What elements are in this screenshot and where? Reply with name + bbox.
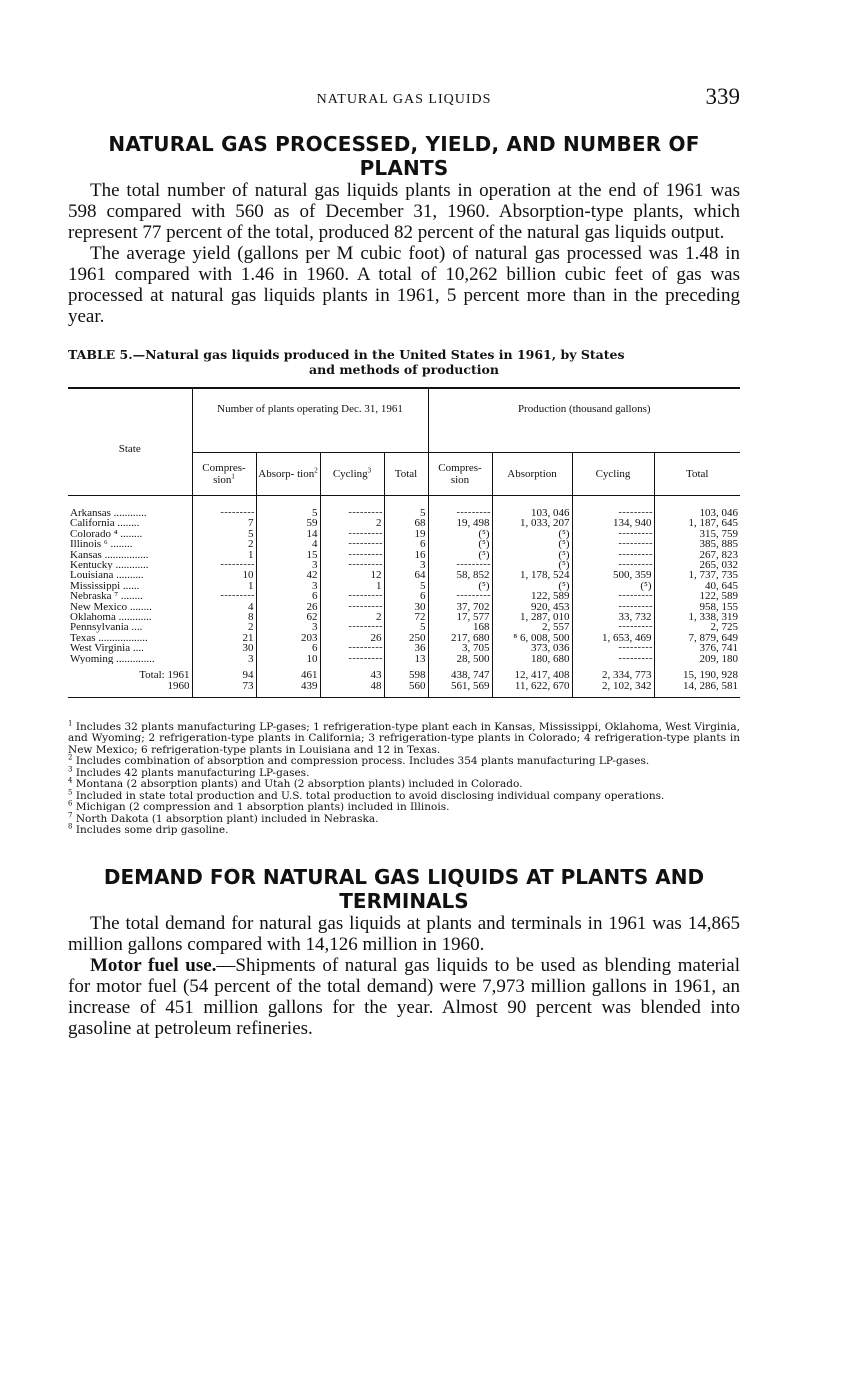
cell-state: Arkansas ............	[70, 508, 147, 519]
cell-state: New Mexico ........	[70, 601, 152, 613]
cell-prod-absorption: ⁸ 6, 008, 500	[492, 633, 572, 643]
cell-prod-absorption: 180, 680	[492, 654, 572, 664]
section-heading-demand	[68, 865, 740, 913]
total-compression: 73	[192, 681, 256, 698]
cell-total: 16	[384, 550, 428, 560]
cell-prod-total: 376, 741	[654, 643, 740, 653]
cell-cycling: - - - - - - - - -	[320, 643, 384, 653]
table-row	[68, 550, 740, 560]
cell-state: Colorado ⁴ ........	[70, 528, 143, 540]
cell-state: Nebraska ⁷ ........	[70, 591, 143, 602]
header-prod-absorption: Absorption	[492, 453, 572, 496]
cell-absorption: 203	[256, 633, 320, 643]
paragraph-motor-fuel	[68, 955, 740, 1039]
cell-cycling: 2	[320, 518, 384, 528]
cell-compression: 1	[192, 550, 256, 560]
cell-prod-total: 122, 589	[654, 591, 740, 601]
motor-fuel-text: —Shipments of natural gas liquids to be used as blending material for motor fuel (54 percent of the total demand) were 7,973 million gallons in 1961, an increase of 451 million gallons for the year. Almost 90 percent was blended into gasoline at petroleum refineries.	[68, 954, 740, 1039]
cell-prod-cycling: (⁵)	[572, 581, 654, 591]
footnote-mark: 3	[68, 765, 73, 774]
table-row	[68, 633, 740, 643]
cell-total: 68	[384, 518, 428, 528]
footnote-mark: 2	[68, 753, 73, 762]
cell-prod-total: 1, 737, 735	[654, 570, 740, 580]
cell-cycling: - - - - - - - - -	[320, 539, 384, 549]
cell-state: Oklahoma ............	[70, 612, 152, 623]
cell-compression: 21	[192, 633, 256, 643]
cell-compression: 4	[192, 602, 256, 612]
total-prod-cycling: 2, 102, 342	[572, 681, 654, 698]
table-spacer	[68, 496, 740, 509]
cell-prod-compression: 3, 705	[428, 643, 492, 653]
footnote-text: North Dakota (1 absorption plant) included in Nebraska.	[75, 812, 379, 825]
cell-state: Illinois ⁶ ........	[70, 539, 133, 550]
cell-absorption: 3	[256, 560, 320, 570]
header-prod-cycling: Cycling	[572, 453, 654, 496]
cell-cycling: - - - - - - - - -	[320, 622, 384, 632]
cell-prod-compression: (⁵)	[428, 550, 492, 560]
table-row	[68, 539, 740, 549]
cell-total-label: Total: 1961	[139, 669, 190, 682]
footnote-text: Montana (2 absorption plants) and Utah (2 absorption plants) included in Colorado.	[75, 778, 523, 791]
running-head	[68, 84, 740, 118]
demand-heading-line-1: DEMAND FOR NATURAL GAS LIQUIDS AT PLANTS AND	[103, 864, 705, 889]
cell-prod-compression: - - - - - - - - -	[428, 508, 492, 518]
footnote-text: Included in state total production and U.S. total production to avoid disclosing individual company operations.	[75, 789, 665, 802]
cell-prod-total: 265, 032	[654, 560, 740, 570]
cell-total: 19	[384, 529, 428, 539]
cell-prod-total: 2, 725	[654, 622, 740, 632]
cell-prod-absorption: 920, 453	[492, 602, 572, 612]
cell-cycling: - - - - - - - - -	[320, 529, 384, 539]
cell-total: 13	[384, 654, 428, 664]
footnotes	[68, 719, 740, 837]
cell-state: Mississippi ......	[70, 580, 140, 592]
paragraph-average-yield: The average yield (gallons per M cubic foot) of natural gas processed was 1.48 in 1961 compared with 1.46 in 1960. A total of 10,262 billion cubic feet of gas was processed at natural gas liquids plants in 1961, 5 percent more than in the preceding year.	[68, 243, 740, 327]
table-row	[68, 529, 740, 539]
cell-compression: 2	[192, 539, 256, 549]
cell-prod-cycling: - - - - - - - - -	[572, 539, 654, 549]
cell-state: Wyoming ..............	[70, 653, 155, 665]
header-total: Total	[384, 453, 428, 496]
running-title: NATURAL GAS LIQUIDS	[316, 92, 492, 107]
footnote-mark: 6	[68, 799, 73, 808]
cell-cycling: - - - - - - - - -	[320, 560, 384, 570]
cell-prod-compression: (⁵)	[428, 539, 492, 549]
table-row	[68, 591, 740, 601]
cell-prod-compression: (⁵)	[428, 581, 492, 591]
cell-prod-absorption: (⁵)	[492, 581, 572, 591]
footnote-mark: 4	[68, 776, 73, 785]
cell-compression: 5	[192, 529, 256, 539]
table-body	[68, 496, 740, 698]
cell-prod-cycling: - - - - - - - - -	[572, 602, 654, 612]
total-absorption: 439	[256, 681, 320, 698]
total-cycling: 43	[320, 664, 384, 680]
cell-prod-absorption: 373, 036	[492, 643, 572, 653]
total-cycling: 48	[320, 681, 384, 698]
page	[68, 84, 740, 1039]
total-prod-absorption: 12, 417, 408	[492, 664, 572, 680]
footnote-text: Includes combination of absorption and compression process. Includes 354 plants manufacturing LP-gases.	[75, 755, 650, 768]
cell-prod-compression: 168	[428, 622, 492, 632]
cell-total: 5	[384, 622, 428, 632]
cell-prod-cycling: 134, 940	[572, 518, 654, 528]
table-row	[68, 643, 740, 653]
footnote-mark: 5	[68, 788, 73, 797]
header-prod-total: Total	[654, 453, 740, 496]
footnote-mark: 7	[68, 811, 73, 820]
header-state: State	[68, 388, 192, 496]
cell-prod-cycling: 33, 732	[572, 612, 654, 622]
cell-prod-cycling: - - - - - - - - -	[572, 643, 654, 653]
cell-cycling: - - - - - - - - -	[320, 550, 384, 560]
cell-state: West Virginia ....	[70, 643, 144, 654]
cell-total: 5	[384, 581, 428, 591]
footnote-mark: 8	[68, 822, 73, 831]
cell-prod-total: 7, 879, 649	[654, 633, 740, 643]
cell-prod-cycling: - - - - - - - - -	[572, 529, 654, 539]
cell-prod-total: 1, 338, 319	[654, 612, 740, 622]
cell-prod-total: 1, 187, 645	[654, 518, 740, 528]
cell-total: 3	[384, 560, 428, 570]
cell-total: 5	[384, 508, 428, 518]
table-row	[68, 654, 740, 664]
cell-absorption: 10	[256, 654, 320, 664]
cell-total: 64	[384, 570, 428, 580]
cell-prod-total: 267, 823	[654, 550, 740, 560]
cell-total: 36	[384, 643, 428, 653]
cell-prod-compression: - - - - - - - - -	[428, 560, 492, 570]
cell-prod-absorption: 1, 178, 524	[492, 570, 572, 580]
cell-cycling: - - - - - - - - -	[320, 654, 384, 664]
cell-total: 72	[384, 612, 428, 622]
cell-cycling: 2	[320, 612, 384, 622]
total-total: 560	[384, 681, 428, 698]
table-row	[68, 581, 740, 591]
header-compression: Compres- sion$^1$	[192, 453, 256, 496]
total-row	[68, 664, 740, 680]
footnote-text: Includes some drip gasoline.	[75, 824, 229, 837]
cell-prod-absorption: 1, 033, 207	[492, 518, 572, 528]
cell-prod-compression: (⁵)	[428, 529, 492, 539]
table-caption	[68, 347, 740, 377]
cell-total: 250	[384, 633, 428, 643]
production-table	[68, 387, 740, 698]
cell-prod-cycling: - - - - - - - - -	[572, 654, 654, 664]
cell-total: 30	[384, 602, 428, 612]
cell-state: Louisiana ..........	[70, 570, 144, 581]
table-caption-line-2: and methods of production	[309, 362, 499, 377]
total-compression: 94	[192, 664, 256, 680]
cell-prod-compression: - - - - - - - - -	[428, 591, 492, 601]
cell-absorption: 4	[256, 539, 320, 549]
cell-prod-total: 209, 180	[654, 654, 740, 664]
total-total: 598	[384, 664, 428, 680]
footnote-mark: 1	[68, 719, 73, 728]
cell-absorption: 3	[256, 622, 320, 632]
footnote-text: Includes 42 plants manufacturing LP-gases.	[75, 766, 310, 779]
cell-compression: 3	[192, 654, 256, 664]
paragraph-total-demand: The total demand for natural gas liquids at plants and terminals in 1961 was 14,865 million gallons compared with 14,126 million in 1960.	[68, 912, 740, 955]
runin-motor-fuel: Motor fuel use.	[90, 954, 217, 976]
cell-cycling: 1	[320, 581, 384, 591]
table-caption-line-1: TABLE 5.—Natural gas liquids produced in the United States in 1961, by States	[68, 347, 625, 362]
cell-prod-cycling: - - - - - - - - -	[572, 508, 654, 518]
cell-prod-absorption: (⁵)	[492, 560, 572, 570]
total-absorption: 461	[256, 664, 320, 680]
cell-absorption: 6	[256, 591, 320, 601]
paragraph-plant-count: The total number of natural gas liquids plants in operation at the end of 1961 was 598 compared with 560 as of December 31, 1960. Absorption-type plants, which represent 77 percent of the total, produced 82 percent of the natural gas liquids output.	[68, 180, 740, 243]
footnote-text: Includes 32 plants manufacturing LP-gases; 1 refrigeration-type plant each in Kansas, Mississippi, Oklahoma, West Virginia, and Wyoming; 2 refrigeration-type plants in California; 3 refrigeration-type plants in Colorado; 4 refrigeration-type plants in New Mexico; 6 refrigeration-type plants in Louisiana and 12 in Texas.	[68, 720, 740, 756]
cell-prod-absorption: 103, 046	[492, 508, 572, 518]
cell-state: California ........	[70, 518, 140, 529]
cell-prod-total: 315, 759	[654, 529, 740, 539]
total-row	[68, 681, 740, 698]
total-prod-compression: 561, 569	[428, 681, 492, 698]
cell-cycling: - - - - - - - - -	[320, 591, 384, 601]
cell-compression: 30	[192, 643, 256, 653]
cell-prod-absorption: 122, 589	[492, 591, 572, 601]
total-prod-cycling: 2, 334, 773	[572, 664, 654, 680]
header-group-plants: Number of plants operating Dec. 31, 1961	[192, 388, 428, 453]
cell-absorption: 26	[256, 602, 320, 612]
section-heading-line-2: PLANTS	[359, 156, 449, 180]
cell-prod-total: 103, 046	[654, 508, 740, 518]
cell-prod-compression: 217, 680	[428, 633, 492, 643]
cell-total-label: 1960	[68, 681, 192, 698]
cell-prod-compression: 17, 577	[428, 612, 492, 622]
cell-compression: 10	[192, 570, 256, 580]
header-absorption: Absorp- tion$^2$	[256, 453, 320, 496]
cell-total: 6	[384, 539, 428, 549]
cell-prod-cycling: 500, 359	[572, 570, 654, 580]
cell-compression: 2	[192, 622, 256, 632]
cell-compression: - - - - - - - - -	[192, 508, 256, 518]
footnote	[68, 719, 740, 757]
page-number: 339	[705, 84, 740, 109]
header-group-production: Production (thousand gallons)	[428, 388, 740, 453]
cell-prod-total: 40, 645	[654, 581, 740, 591]
cell-absorption: 5	[256, 508, 320, 518]
cell-absorption: 3	[256, 581, 320, 591]
cell-cycling: - - - - - - - - -	[320, 602, 384, 612]
footnote	[68, 822, 740, 837]
cell-absorption: 15	[256, 550, 320, 560]
cell-compression: - - - - - - - - -	[192, 560, 256, 570]
total-prod-total: 15, 190, 928	[654, 664, 740, 680]
cell-prod-total: 385, 885	[654, 539, 740, 549]
cell-prod-cycling: - - - - - - - - -	[572, 591, 654, 601]
section-heading-processed	[68, 132, 740, 180]
cell-absorption: 62	[256, 612, 320, 622]
cell-cycling: 26	[320, 633, 384, 643]
cell-cycling: 12	[320, 570, 384, 580]
cell-absorption: 6	[256, 643, 320, 653]
total-prod-absorption: 11, 622, 670	[492, 681, 572, 698]
cell-prod-cycling: - - - - - - - - -	[572, 550, 654, 560]
cell-state: Pennsylvania ....	[70, 622, 143, 633]
cell-prod-total: 958, 155	[654, 602, 740, 612]
total-prod-total: 14, 286, 581	[654, 681, 740, 698]
header-cycling: Cycling$^3$	[320, 453, 384, 496]
demand-heading-line-2: TERMINALS	[339, 888, 469, 913]
cell-prod-compression: 19, 498	[428, 518, 492, 528]
cell-absorption: 59	[256, 518, 320, 528]
cell-state: Texas ..................	[70, 632, 148, 644]
footnote-text: Michigan (2 compression and 1 absorption plants) included in Illinois.	[75, 801, 450, 814]
table-row	[68, 570, 740, 580]
cell-prod-compression: 28, 500	[428, 654, 492, 664]
cell-absorption: 14	[256, 529, 320, 539]
cell-prod-cycling: 1, 653, 469	[572, 633, 654, 643]
table-row	[68, 518, 740, 528]
cell-prod-compression: 58, 852	[428, 570, 492, 580]
cell-prod-absorption: 1, 287, 010	[492, 612, 572, 622]
cell-absorption: 42	[256, 570, 320, 580]
header-prod-compression: Compres- sion	[428, 453, 492, 496]
section-heading-line-1: NATURAL GAS PROCESSED, YIELD, AND NUMBER OF	[108, 132, 700, 156]
cell-prod-cycling: - - - - - - - - -	[572, 560, 654, 570]
cell-prod-absorption: (⁵)	[492, 550, 572, 560]
cell-compression: 1	[192, 581, 256, 591]
cell-prod-absorption: 2, 557	[492, 622, 572, 632]
cell-compression: 8	[192, 612, 256, 622]
cell-state: Kansas ................	[70, 549, 149, 561]
cell-compression: 7	[192, 518, 256, 528]
cell-state: Kentucky ............	[70, 560, 149, 571]
cell-cycling: - - - - - - - - -	[320, 508, 384, 518]
cell-total: 6	[384, 591, 428, 601]
cell-prod-compression: 37, 702	[428, 602, 492, 612]
total-prod-compression: 438, 747	[428, 664, 492, 680]
table-row	[68, 612, 740, 622]
cell-prod-cycling: - - - - - - - - -	[572, 622, 654, 632]
cell-prod-absorption: (⁵)	[492, 529, 572, 539]
cell-prod-absorption: (⁵)	[492, 539, 572, 549]
cell-compression: - - - - - - - - -	[192, 591, 256, 601]
